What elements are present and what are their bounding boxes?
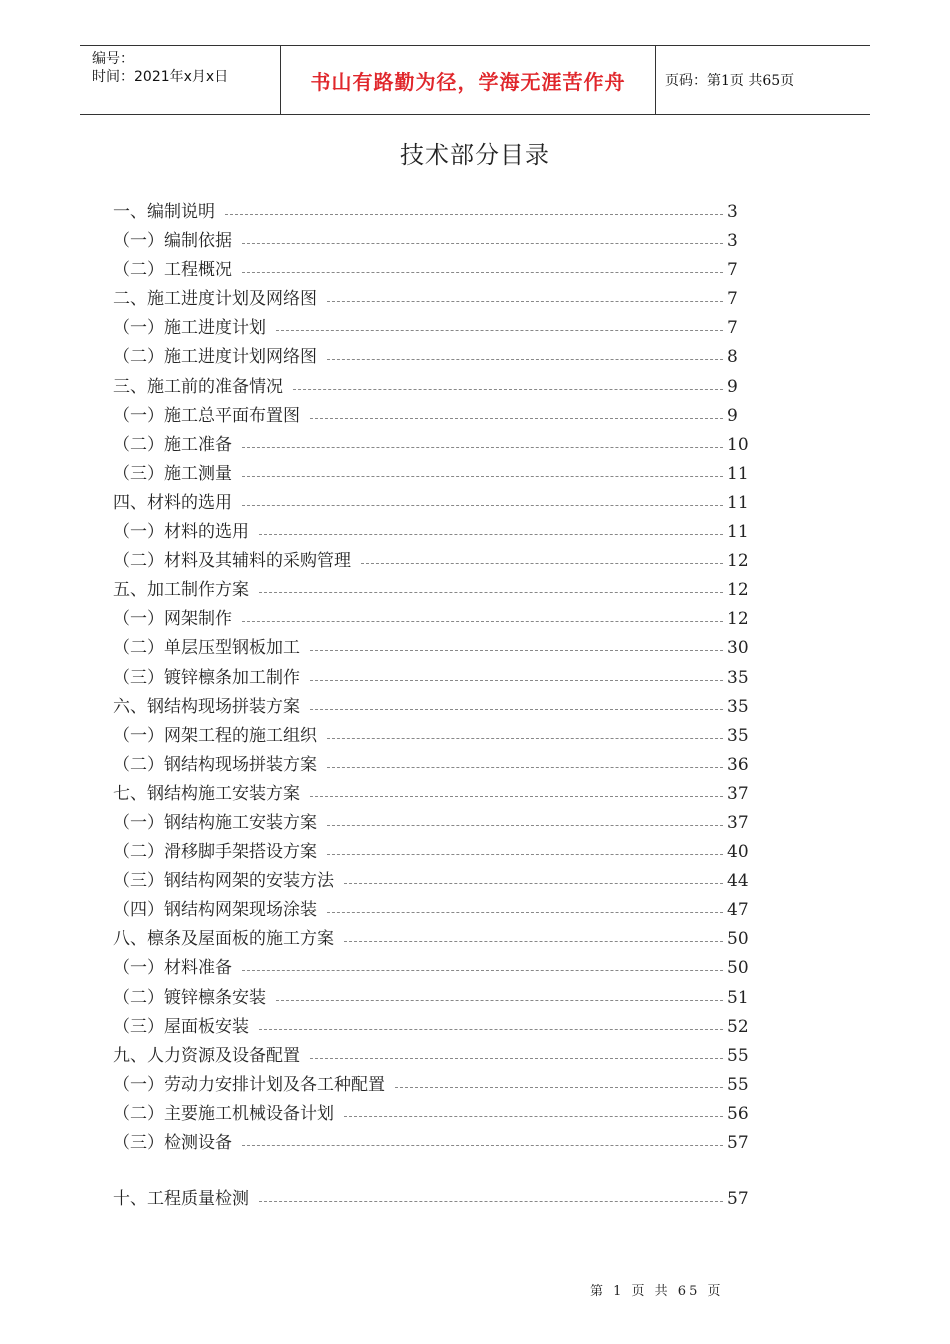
toc-entry-label: （一）网架工程的施工组织 <box>113 722 323 751</box>
table-of-contents <box>113 198 753 1214</box>
toc-entry[interactable] <box>113 1071 753 1100</box>
toc-entry[interactable] <box>113 809 753 838</box>
toc-entry-page: 8 <box>727 347 738 368</box>
toc-entry[interactable] <box>113 1042 753 1071</box>
toc-entry[interactable] <box>113 722 753 751</box>
toc-entry-label: （三）镀锌檩条加工制作 <box>113 664 306 693</box>
toc-entry-page: 9 <box>727 376 738 397</box>
toc-entry-label: （四）钢结构网架现场涂装 <box>113 896 323 925</box>
header-meta-cell <box>80 46 280 114</box>
toc-dot-leader <box>259 534 723 535</box>
toc-entry-label: 三、施工前的准备情况 <box>113 373 289 402</box>
toc-entry-page: 11 <box>727 492 749 513</box>
toc-entry[interactable] <box>113 1129 753 1158</box>
toc-entry-page: 30 <box>727 638 749 659</box>
toc-entry-label: 二、施工进度计划及网络图 <box>113 285 323 314</box>
toc-dot-leader <box>310 418 723 419</box>
toc-entry-label: （二）钢结构现场拼装方案 <box>113 751 323 780</box>
header-motto-cell <box>280 46 656 114</box>
toc-entry-page: 40 <box>727 842 749 863</box>
toc-entry-page: 35 <box>727 725 749 746</box>
toc-entry-page: 3 <box>727 231 738 252</box>
header-motto: 书山有路勤为径，学海无涯苦作舟 <box>310 69 626 94</box>
toc-entry-label: （三）检测设备 <box>113 1129 238 1158</box>
toc-entry-label: （二）滑移脚手架搭设方案 <box>113 838 323 867</box>
toc-entry[interactable] <box>113 373 753 402</box>
toc-entry[interactable] <box>113 954 753 983</box>
toc-dot-leader <box>361 563 723 564</box>
toc-entry[interactable] <box>113 867 753 896</box>
toc-dot-leader <box>259 1029 723 1030</box>
toc-entry-page: 7 <box>727 260 738 281</box>
toc-entry[interactable] <box>113 1185 753 1214</box>
toc-entry-label: （一）网架制作 <box>113 605 238 634</box>
toc-entry-label: （三）屋面板安装 <box>113 1013 255 1042</box>
toc-entry-label: 一、编制说明 <box>113 198 221 227</box>
toc-dot-leader <box>327 912 723 913</box>
toc-entry-label: （一）编制依据 <box>113 227 238 256</box>
toc-entry-page: 56 <box>727 1103 749 1124</box>
toc-dot-leader <box>310 796 723 797</box>
toc-entry-label: （一）钢结构施工安装方案 <box>113 809 323 838</box>
toc-dot-leader <box>242 272 723 273</box>
toc-entry-page: 9 <box>727 405 738 426</box>
toc-entry-page: 44 <box>727 871 749 892</box>
toc-entry-page: 7 <box>727 318 738 339</box>
toc-dot-leader <box>310 1058 723 1059</box>
toc-dot-leader <box>327 301 723 302</box>
toc-entry-label: 七、钢结构施工安装方案 <box>113 780 306 809</box>
toc-entry-label: （一）材料准备 <box>113 954 238 983</box>
toc-entry-page: 11 <box>727 463 749 484</box>
toc-entry-label: （二）材料及其辅料的采购管理 <box>113 547 357 576</box>
header-page-cell <box>655 46 880 114</box>
toc-entry-label: （二）施工准备 <box>113 431 238 460</box>
toc-entry-page: 12 <box>727 609 749 630</box>
toc-dot-leader <box>259 592 723 593</box>
toc-dot-leader <box>344 1116 723 1117</box>
toc-entry-label: （三）钢结构网架的安装方法 <box>113 867 340 896</box>
toc-entry-label: （二）单层压型钢板加工 <box>113 634 306 663</box>
toc-entry-page: 36 <box>727 754 749 775</box>
toc-dot-leader <box>327 767 723 768</box>
toc-entry[interactable] <box>113 780 753 809</box>
toc-entry-page: 35 <box>727 667 749 688</box>
toc-entry-label: 六、钢结构现场拼装方案 <box>113 693 306 722</box>
toc-entry-page: 10 <box>727 434 749 455</box>
toc-entry-page: 11 <box>727 522 749 543</box>
toc-entry-label: 四、材料的选用 <box>113 489 238 518</box>
toc-entry-page: 37 <box>727 783 749 804</box>
toc-entry[interactable] <box>113 256 753 285</box>
toc-entry[interactable] <box>113 431 753 460</box>
toc-entry-label: 八、檩条及屋面板的施工方案 <box>113 925 340 954</box>
toc-dot-leader <box>327 359 723 360</box>
toc-entry-label: （三）施工测量 <box>113 460 238 489</box>
toc-entry-label: （一）劳动力安排计划及各工种配置 <box>113 1071 391 1100</box>
toc-dot-leader <box>242 447 723 448</box>
toc-dot-leader <box>310 680 723 681</box>
toc-entry[interactable] <box>113 605 753 634</box>
toc-entry-page: 50 <box>727 929 749 950</box>
toc-entry[interactable] <box>113 460 753 489</box>
toc-dot-leader <box>293 389 723 390</box>
toc-entry-page: 12 <box>727 580 749 601</box>
toc-entry-page: 3 <box>727 202 738 222</box>
toc-entry[interactable] <box>113 402 753 431</box>
document-code-label: 编号： <box>92 51 134 67</box>
toc-entry[interactable] <box>113 518 753 547</box>
toc-dot-leader <box>276 330 723 331</box>
toc-entry-label: （一）施工总平面布置图 <box>113 402 306 431</box>
toc-dot-leader <box>276 1000 723 1001</box>
toc-entry-label: 五、加工制作方案 <box>113 576 255 605</box>
toc-entry[interactable] <box>113 576 753 605</box>
toc-entry[interactable] <box>113 664 753 693</box>
toc-dot-leader <box>242 476 723 477</box>
toc-entry[interactable] <box>113 227 753 256</box>
toc-entry-page: 7 <box>727 289 738 310</box>
toc-entry[interactable] <box>113 547 753 576</box>
toc-dot-leader <box>310 650 723 651</box>
toc-entry[interactable] <box>113 343 753 372</box>
toc-entry-page: 12 <box>727 551 749 572</box>
toc-entry[interactable] <box>113 314 753 343</box>
toc-dot-leader <box>242 243 723 244</box>
toc-entry-page: 35 <box>727 696 749 717</box>
toc-entry-label: （二）工程概况 <box>113 256 238 285</box>
toc-dot-leader <box>327 825 723 826</box>
toc-dot-leader <box>327 738 723 739</box>
toc-entry-page: 51 <box>727 987 749 1008</box>
toc-dot-leader <box>310 709 723 710</box>
toc-entry-label: 九、人力资源及设备配置 <box>113 1042 306 1071</box>
toc-entry-page: 50 <box>727 958 749 979</box>
toc-entry-page: 57 <box>727 1189 749 1210</box>
toc-entry-label: （二）镀锌檩条安装 <box>113 984 272 1013</box>
toc-entry[interactable] <box>113 751 753 780</box>
toc-entry[interactable] <box>113 838 753 867</box>
document-title: 技术部分目录 <box>400 141 550 169</box>
toc-entry-page: 52 <box>727 1016 749 1037</box>
page-footer: 第 1 页 共 65 页 <box>590 1284 724 1299</box>
toc-entry-label: （一）材料的选用 <box>113 518 255 547</box>
toc-entry[interactable] <box>113 984 753 1013</box>
toc-entry[interactable] <box>113 925 753 954</box>
toc-dot-leader <box>242 970 723 971</box>
toc-entry-page: 47 <box>727 900 749 921</box>
toc-entry[interactable] <box>113 1013 753 1042</box>
toc-entry-label: 十、工程质量检测 <box>113 1185 255 1214</box>
toc-entry[interactable] <box>113 634 753 663</box>
toc-entry[interactable] <box>113 693 753 722</box>
toc-entry-page: 55 <box>727 1045 749 1066</box>
toc-dot-leader <box>242 621 723 622</box>
toc-entry-label: （二）主要施工机械设备计划 <box>113 1100 340 1129</box>
toc-entry[interactable] <box>113 198 753 227</box>
toc-dot-leader <box>225 214 723 215</box>
toc-dot-leader <box>242 505 723 506</box>
toc-dot-leader <box>259 1201 723 1202</box>
toc-dot-leader <box>344 941 723 942</box>
toc-entry[interactable] <box>113 1100 753 1129</box>
toc-entry-label: （一）施工进度计划 <box>113 314 272 343</box>
toc-entry-page: 37 <box>727 812 749 833</box>
toc-dot-leader <box>327 854 723 855</box>
toc-entry-page: 57 <box>727 1133 749 1153</box>
header-page-info: 页码：第1页 共65页 <box>665 73 795 89</box>
page-header <box>80 45 870 115</box>
toc-dot-leader <box>242 1145 723 1146</box>
toc-dot-leader <box>344 883 723 884</box>
toc-dot-leader <box>395 1087 723 1088</box>
toc-entry[interactable] <box>113 285 753 314</box>
toc-entry[interactable] <box>113 489 753 518</box>
toc-entry-label: （二）施工进度计划网络图 <box>113 343 323 372</box>
document-time-label: 时间：2021年x月x日 <box>92 69 229 85</box>
toc-entry-page: 55 <box>727 1074 749 1095</box>
toc-entry[interactable] <box>113 896 753 925</box>
